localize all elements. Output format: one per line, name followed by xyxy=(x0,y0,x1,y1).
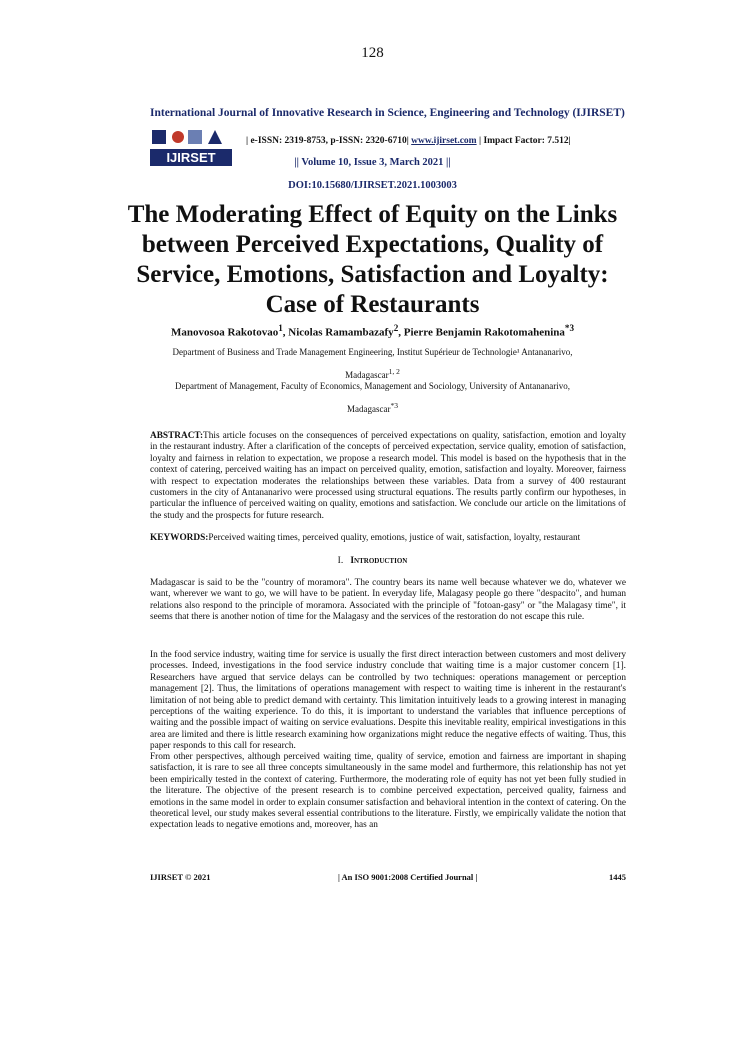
affiliation-2-city: Madagascar$^{*3}$ xyxy=(347,401,398,414)
footer-copyright: IJIRSET © 2021 xyxy=(150,872,211,882)
page-number: 128 xyxy=(361,45,384,61)
abstract-text: This article focuses on the consequences of perceived expectations on quality, satisfaction, emotion and loyalty in the restaurant industry. After a clarification of the concepts of perceived expectation, service quality, emotion of satisfaction, loyalty and fairness in relation to expectation, we propose a research model. This model is based on the hypothesis that in the context of catering, perceived waiting has an impact on perceived quality, emotion, satisfaction and loyalty. Moreover, fairness with respect to expectation moderates the relationships between these variables. Data from a survey of 400 restaurant customers in the city of Antananarivo were processed using structural equations. The results partly confirm our hypotheses, in particular the influence of perceived waiting on quality, emotions and satisfaction. We conclude our article on the limitations of the study and the prospects for future research. xyxy=(150,431,626,521)
author-2-marker: 2 xyxy=(393,323,399,333)
journal-website-link[interactable]: www.ijirset.com xyxy=(411,136,477,146)
abstract-label: ABSTRACT: xyxy=(150,431,204,441)
paragraph xyxy=(150,752,626,832)
paragraph-text: From other perspectives, although perceived waiting time, quality of service, emotion and fairness are important in shaping satisfaction, it is rare to see all three concepts simultaneously in the same model and furthermore, this relationship has not yet been empirically tested in the context of catering. Furthermore, the moderating role of equity has not yet been fully studied in the literature. The objective of the present research is to combine perceived expectation, perceived quality, fairness and emotions in the same model in order to explain consumer satisfaction and behavioral intention in the context of catering. On the theoretical level, our study makes several essential contributions to the literature. Firstly, we empirically validate the notion that expectation leads to negative emotions and, moreover, has an xyxy=(150,752,626,831)
volume-issue: || Volume 10, Issue 3, March 2021 || xyxy=(294,157,451,168)
affiliation-2-text: Department of Management, Faculty of Economics, Management and Sociology, University of Antananarivo, xyxy=(174,381,571,391)
author-separator: , xyxy=(398,326,404,339)
paragraph xyxy=(150,650,626,753)
footer-certification: | An ISO 9001:2008 Certified Journal | xyxy=(338,872,478,882)
issn-numbers: | e-ISSN: 2319-8753, p-ISSN: 2320-6710| xyxy=(246,136,409,146)
author-separator: , xyxy=(282,326,289,339)
section-number: I. xyxy=(337,556,344,566)
doi: DOI:10.15680/IJIRSET.2021.1003003 xyxy=(288,180,457,191)
affiliation-1-city: Madagascar$^{1, 2}$ xyxy=(345,367,400,380)
affiliation-2-marker: *3 xyxy=(390,401,398,410)
footer-page-number: 1445 xyxy=(609,872,626,882)
journal-title: International Journal of Innovative Research in Science, Engineering and Technology (IJIRSET) xyxy=(150,107,625,119)
section-title: Introduction xyxy=(350,556,408,566)
keywords-text: Perceived waiting times, perceived quality, emotions, justice of wait, satisfaction, loyalty, restaurant xyxy=(208,533,581,543)
section-heading xyxy=(0,556,745,566)
author-3: Pierre Benjamin Rakotomahenina xyxy=(403,326,565,339)
author-1: Manovosoa Rakotovao xyxy=(170,326,279,339)
affiliation-1-marker: 1, 2 xyxy=(388,367,400,376)
author-1-marker: 1 xyxy=(278,323,283,333)
impact-factor: | Impact Factor: 7.512| xyxy=(478,136,571,146)
logo-text: IJIRSET xyxy=(166,150,216,165)
paragraph-text: In the food service industry, waiting time for service is usually the first direct interaction between customers and most delivery processes. Indeed, investigations in the food service industry conclude that waiting time is a major customer concern [1]. Researchers have argued that service delays can be controlled by two techniques: operations management or perception management [2]. Thus, the limitations of operations management with respect to waiting time is inherent in the restaurant's limitation of not being able to predict demand with certainty. This limitation intuitively leads to a growing interest in managing perceptions of the waiting experience. To do this, it is important to understand the variables that influence perceptions of waiting and the possible impact of waiting on service evaluations. Despite this inevitable reality, empirical investigations in this area are limited and there is little research examining how organizations might reduce the negative effects of waiting. Thus, this paper responds to this call for research. xyxy=(150,650,626,752)
keywords xyxy=(150,533,626,543)
keywords-label: KEYWORDS: xyxy=(150,533,209,543)
paragraph xyxy=(150,578,626,624)
author-list xyxy=(0,323,745,339)
paper-title: The Moderating Effect of Equity on the Links between Perceived Expectations, Quality of Service, Emotions, Satisfaction and Loyalty: Case of Restaurants xyxy=(127,201,618,318)
affiliation-2 xyxy=(150,376,595,419)
issn-line xyxy=(246,136,571,146)
affiliation-1-text: Department of Business and Trade Management Engineering, Institut Supérieur de Technologie¹ Antananarivo, xyxy=(172,347,573,357)
author-3-marker: *3 xyxy=(564,323,575,333)
paragraph-text: Madagascar is said to be the "country of moramora". The country bears its name well because whatever we do, whatever we want, wherever we want to go, we will have to be patient. In everyday life, Malagasy people go there "despacito", and human relations also respond to the principle of moramora. Associated with the principle of "fotoan-gasy" or "the Malagasy time", it seems that there is another notion of time for the Malagasy and the services of the restoration do not escape this rule. xyxy=(150,578,626,623)
abstract xyxy=(150,431,626,522)
author-2: Nicolas Ramambazafy xyxy=(288,326,394,339)
